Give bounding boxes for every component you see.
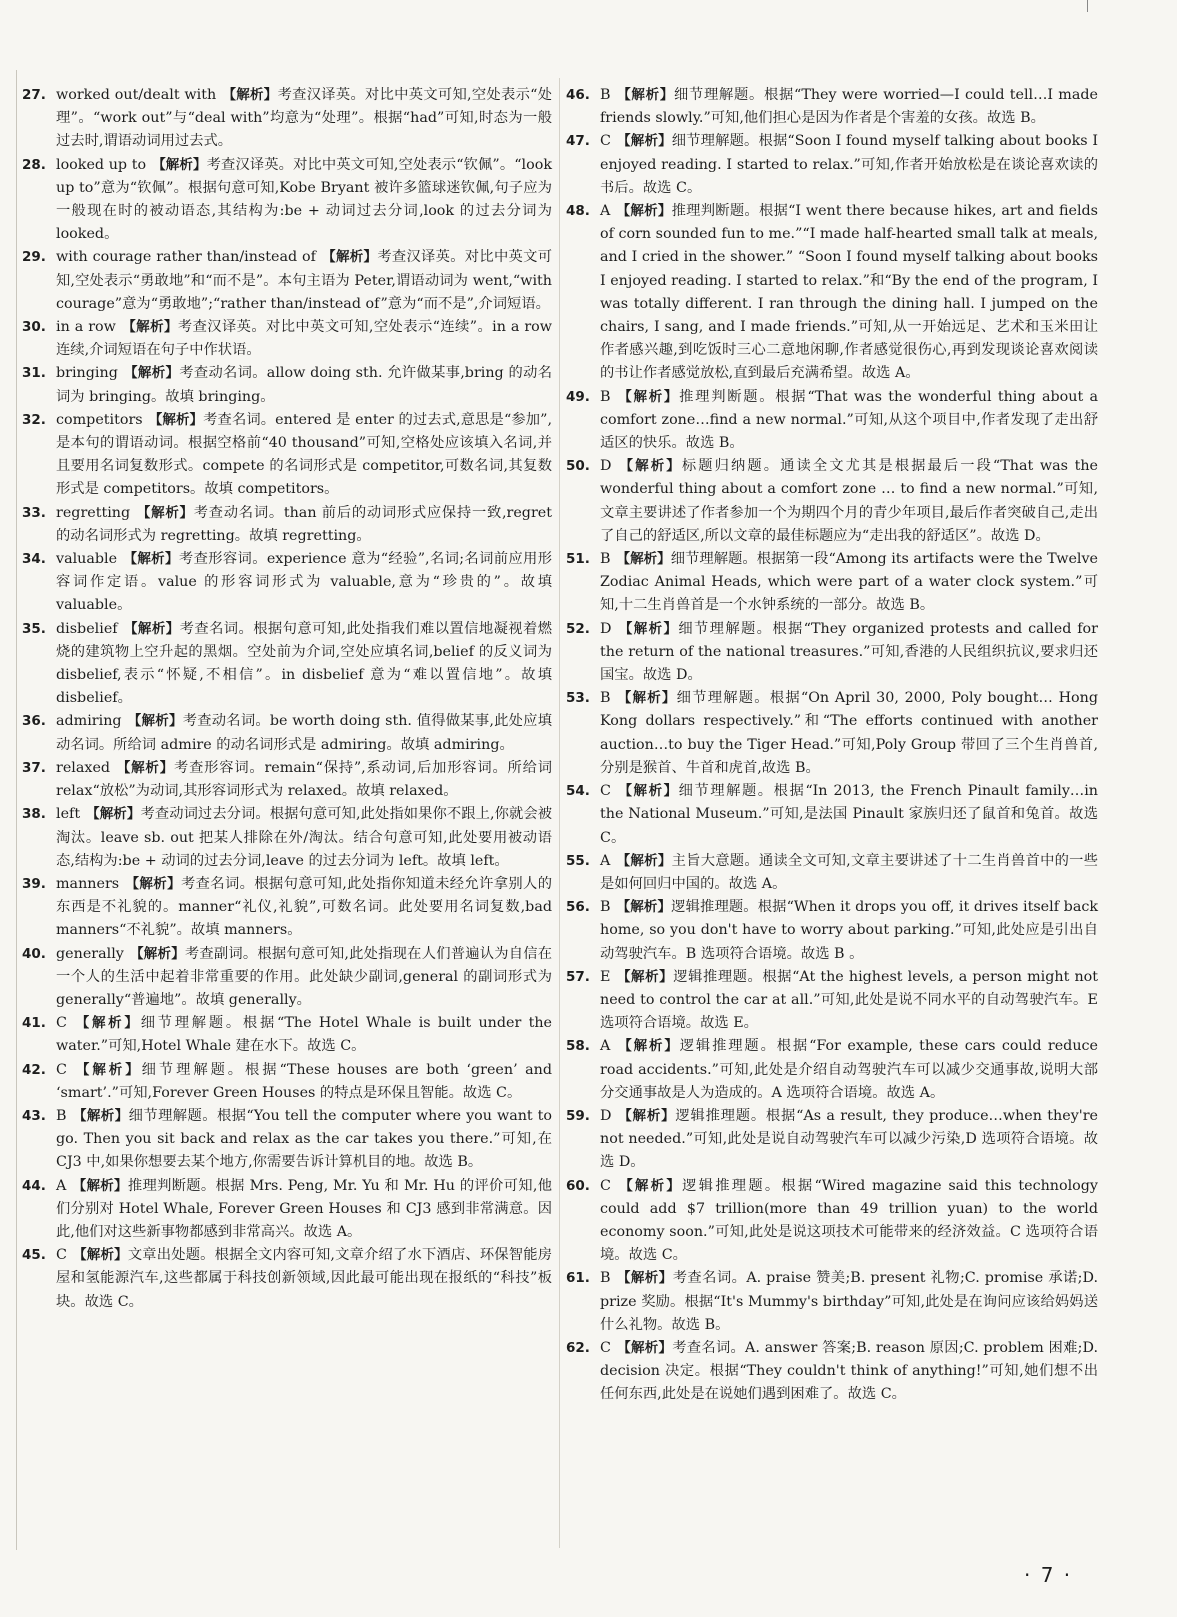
answer-text: C [600, 133, 611, 150]
question-number: 40. [22, 945, 46, 962]
analysis-label: 【解析】 [616, 690, 677, 707]
explanation-text: 逻辑推理题。根据“Wired magazine said this technology could add $7 trillion(more than 49 trillion yuan) to the world economy soon.”可知,此处是说这项技术可能带来的经济效益。C 选项符合语境。故选 C。 [600, 1177, 1099, 1264]
answer-item [22, 1105, 552, 1175]
question-number: 38. [22, 806, 46, 823]
answer-text: C [56, 1061, 67, 1078]
answer-text: A [600, 852, 611, 869]
analysis-label: 【解析】 [148, 411, 204, 428]
explanation-text: 主旨大意题。通读全文可知,文章主要讲述了十二生肖兽首中的一些是如何回归中国的。故选 A。 [600, 852, 1099, 892]
answer-item [22, 548, 552, 618]
question-number: 46. [566, 87, 590, 103]
explanation-text: 推理判断题。根据“I went there because hikes, art and fields of corn sounded fun to me.”“I made half-hearted small talk at meals, and I cried in the shower.” “Soon I found myself talking about books I enjoyed reading. I started to relax.”和“By the end of the program, I was totally different. I ran through the dining hall. I jumped on the chairs, I sang, and I made friends.”可知,从一开始远足、艺术和玉米田让作者感兴趣,到吃饭时三心二意地闲聊,作者感觉很伤心,再到发现谈论喜欢阅读的书让作者感觉放松,直到最后充满希望。故选 A。 [600, 203, 1098, 382]
answer-item [22, 757, 552, 803]
analysis-label: 【解析】 [127, 713, 183, 730]
analysis-label: 【解析】 [123, 551, 179, 568]
question-number: 36. [22, 713, 46, 730]
analysis-label: 【解析】 [617, 620, 679, 637]
question-number: 57. [566, 968, 590, 985]
answer-item [22, 1012, 552, 1058]
answer-item [566, 1175, 1098, 1268]
answer-text: disbelief [56, 620, 118, 637]
analysis-label: 【解析】 [617, 1107, 676, 1124]
explanation-text: 考查副词。根据句意可知,此处指现在人们普遍认为自信在一个人的生活中起着非常重要的作用。此处缺少副词,general 的副词形式为 generally“普遍地”。故填 generally。 [56, 945, 553, 1008]
question-number: 53. [566, 690, 590, 707]
analysis-label: 【解析】 [72, 1177, 128, 1194]
question-number: 62. [566, 1339, 590, 1356]
analysis-label: 【解析】 [617, 458, 682, 475]
analysis-label: 【解析】 [123, 620, 180, 637]
question-number: 50. [566, 458, 590, 475]
answer-item [22, 84, 552, 154]
analysis-label: 【解析】 [616, 899, 672, 916]
analysis-label: 【解析】 [616, 551, 671, 568]
question-number: 29. [22, 249, 46, 266]
analysis-label: 【解析】 [136, 504, 194, 521]
explanation-text: 细节理解题。根据“These houses are both ‘green’ and ‘smart’.”可知,Forever Green Houses 的特点是环保且智能。故选 C。 [56, 1061, 553, 1101]
question-number: 37. [22, 759, 46, 776]
answer-item [22, 803, 552, 873]
answer-item [566, 130, 1098, 200]
answer-text: worked out/dealt with [56, 87, 217, 103]
column-divider [559, 78, 560, 1548]
answer-text: C [56, 1247, 67, 1264]
answer-text: bringing [56, 365, 118, 382]
explanation-text: 细节理解题。根据“The Hotel Whale is built under the water.”可知,Hotel Whale 建在水下。故选 C。 [56, 1015, 553, 1055]
analysis-label: 【解析】 [129, 945, 185, 962]
question-number: 54. [566, 783, 590, 800]
analysis-label: 【解析】 [121, 319, 178, 336]
answer-text: B [600, 551, 611, 568]
explanation-text: 考查汉译英。对比中英文可知,空处表示“钦佩”。“look up to”意为“钦佩”。根据句意可知,Kobe Bryant 被许多篮球迷钦佩,句子应为一般现在时的被动语态,其结构为:be + 动词过去分词,look 的过去分词为 looked。 [56, 156, 553, 243]
explanation-text: 考查动名词。be worth doing sth. 值得做某事,此处应填动名词。所给词 admire 的动名词形式是 admiring。故填 admiring。 [56, 713, 552, 753]
analysis-label: 【解析】 [86, 806, 141, 823]
explanation-text: 逻辑推理题。根据“As a result, they produce…when they're not needed.”可知,此处是说自动驾驶汽车可以减少污染,D 选项符合语境。故选 D。 [600, 1107, 1099, 1171]
explanation-text: 细节理解题。根据第一段“Among its artifacts were the Twelve Zodiac Animal Heads, which were part of a water clock system.”可知,十二生肖兽首是一个水钟系统的一部分。故选 B。 [600, 551, 1099, 614]
explanation-text: 逻辑推理题。根据“At the highest levels, a person might not need to control the car at all.”可知,此处是说不同水平的自动驾驶汽车。E 选项符合语境。故选 E。 [600, 968, 1099, 1032]
answer-text: valuable [56, 551, 118, 568]
analysis-label: 【解析】 [616, 133, 672, 150]
left-column [22, 84, 552, 1314]
explanation-text: 考查汉译英。对比中英文可知,空处表示“连续”。in a row 连续,介词短语在句子中作状语。 [56, 319, 553, 359]
explanation-text: 考查动名词。than 前后的动词形式应保持一致,regret 的动名词形式为 regretting。故填 regretting。 [56, 504, 553, 544]
question-number: 44. [22, 1177, 46, 1194]
analysis-label: 【解析】 [616, 852, 672, 869]
answer-item [566, 687, 1098, 780]
question-number: 51. [566, 551, 590, 568]
answer-item [566, 780, 1098, 850]
answer-item [566, 84, 1098, 130]
answer-text: looked up to [56, 156, 147, 173]
answer-text: C [56, 1015, 67, 1032]
answer-item [566, 548, 1098, 618]
answer-text: C [600, 1339, 611, 1356]
analysis-label: 【解析】 [222, 87, 278, 103]
answer-item [22, 246, 552, 316]
explanation-text: 细节理解题。根据“Soon I found myself talking about books I enjoyed reading. I started to relax.”可知,作者开始放松是在谈论喜欢读的书后。故选 C。 [600, 133, 1099, 196]
analysis-label: 【解析】 [72, 1015, 141, 1032]
question-number: 59. [566, 1107, 590, 1124]
explanation-text: 细节理解题。根据“They organized protests and called for the return of the national treasures.”可知,香港的人民组织抗议,要求归还国宝。故选 D。 [600, 620, 1099, 684]
answer-item [22, 1059, 552, 1105]
explanation-text: 逻辑推理题。根据“When it drops you off, it drives itself back home, so you don't have to worry about parking.”可知,此处应是引出自动驾驶汽车。B 选项符合语境。故选 B 。 [600, 899, 1099, 962]
question-number: 45. [22, 1247, 46, 1264]
answer-text: generally [56, 945, 124, 962]
analysis-label: 【解析】 [125, 875, 181, 892]
answer-text: with courage rather than/instead of [56, 249, 316, 266]
answer-text: B [56, 1107, 67, 1124]
answer-item [566, 200, 1098, 386]
answer-text: B [600, 388, 611, 405]
answer-text: admiring [56, 713, 122, 730]
question-number: 39. [22, 875, 46, 892]
answer-item [22, 873, 552, 943]
answer-item [566, 850, 1098, 896]
analysis-label: 【解析】 [616, 1339, 673, 1356]
question-number: 55. [566, 852, 590, 869]
analysis-label: 【解析】 [616, 388, 680, 405]
analysis-label: 【解析】 [152, 156, 207, 173]
answer-item [22, 943, 552, 1013]
explanation-text: 考查汉译英。对比中英文可知,空处表示“处理”。“work out”与“deal with”均意为“处理”。根据“had”可知,时态为一般过去时,谓语动词用过去式。 [56, 87, 553, 150]
question-number: 32. [22, 411, 46, 428]
analysis-label: 【解析】 [116, 759, 174, 776]
answer-text: A [56, 1177, 67, 1194]
explanation-text: 考查名词。entered 是 enter 的过去式,意思是“参加”,是本句的谓语动词。根据空格前“40 thousand”可知,空格处应该填入名词,并且要用名词复数形式。compete 的名词形式是 competitor,可数名词,其复数形式是 competitors。故填 competitors。 [56, 411, 553, 498]
question-number: 58. [566, 1038, 590, 1055]
answer-text: C [600, 783, 611, 800]
explanation-text: 文章出处题。根据全文内容可知,文章介绍了水下酒店、环保智能房屋和氢能源汽车,这些都属于科技创新领域,因此最可能出现在报纸的“科技”板块。故选 C。 [56, 1247, 553, 1310]
answer-item [566, 1267, 1098, 1337]
answer-text: E [600, 968, 611, 985]
explanation-text: 考查动名词。allow doing sth. 允许做某事,bring 的动名词为 bringing。故填 bringing。 [56, 365, 552, 405]
question-number: 42. [22, 1061, 46, 1078]
explanation-text: 考查动词过去分词。根据句意可知,此处指如果你不跟上,你就会被淘汰。leave sb. out 把某人排除在外/淘汰。结合句意可知,此处要用被动语态,结构为:be + 动词的过去分词,leave 的过去分词为 left。故填 left。 [56, 806, 552, 869]
answer-text: D [600, 620, 612, 637]
question-number: 56. [566, 899, 590, 916]
analysis-label: 【解析】 [616, 1038, 680, 1055]
answer-item [22, 710, 552, 756]
answer-item [22, 1244, 552, 1314]
answer-text: competitors [56, 411, 143, 428]
explanation-text: 考查形容词。remain“保持”,系动词,后加形容词。所给词 relax“放松”为动词,其形容词形式为 relaxed。故填 relaxed。 [56, 759, 552, 800]
answer-text: relaxed [56, 759, 111, 776]
question-number: 60. [566, 1177, 590, 1194]
answer-item [566, 386, 1098, 456]
answer-text: in a row [56, 319, 116, 336]
explanation-text: 细节理解题。根据“They were worried—I could tell…I made friends slowly.”可知,他们担心是因为作者是个害羞的女孩。故选 B。 [600, 87, 1098, 127]
answer-item [22, 1175, 552, 1245]
answer-text: A [600, 1038, 611, 1055]
answer-item [22, 618, 552, 711]
answer-item [22, 409, 552, 502]
explanation-text: 考查名词。A. answer 答案;B. reason 原因;C. problem 困难;D. decision 决定。根据“They couldn't think of anything!”可知,她们想不出任何东西,此处是在说她们遇到困难了。故选 C。 [600, 1339, 1098, 1403]
explanation-text: 考查名词。根据句意可知,此处指你知道未经允许拿别人的东西是不礼貌的。manner“礼仪,礼貌”,可数名词。此处要用名词复数,bad manners“不礼貌”。故填 manners。 [56, 875, 553, 939]
analysis-label: 【解析】 [72, 1061, 142, 1078]
answer-text: A [600, 203, 611, 220]
answer-item [22, 154, 552, 247]
analysis-label: 【解析】 [72, 1107, 129, 1124]
analysis-label: 【解析】 [616, 203, 672, 220]
question-number: 47. [566, 133, 590, 150]
analysis-label: 【解析】 [616, 1270, 673, 1287]
answer-item [566, 618, 1098, 688]
answer-text: B [600, 87, 611, 103]
question-number: 43. [22, 1107, 46, 1124]
question-number: 33. [22, 504, 46, 521]
question-number: 48. [566, 203, 590, 220]
explanation-text: 考查名词。A. praise 赞美;B. present 礼物;C. promise 承诺;D. prize 奖励。根据“It's Mummy's birthday”可知,此处是在询问应该给妈妈送什么礼物。故选 B。 [600, 1270, 1099, 1333]
answer-text: manners [56, 875, 120, 892]
question-number: 35. [22, 620, 46, 637]
question-number: 28. [22, 156, 46, 173]
answer-item [566, 1105, 1098, 1175]
explanation-text: 考查形容词。experience 意为“经验”,名词;名词前应用形容词作定语。value 的形容词形式为 valuable,意为“珍贵的”。故填 valuable。 [56, 551, 553, 614]
answer-text: D [600, 458, 612, 475]
analysis-label: 【解析】 [616, 968, 674, 985]
explanation-text: 推理判断题。根据“That was the wonderful thing about a comfort zone…find a new normal.”可知,从这个项目中,作者发现了走出舒适区的快乐。故选 B。 [600, 388, 1099, 452]
explanation-text: 细节理解题。根据“In 2013, the French Pinault family…in the National Museum.”可知,是法国 Pinault 家族归还了鼠首和兔首。故选 C。 [600, 783, 1098, 846]
question-number: 31. [22, 365, 46, 382]
explanation-text: 考查汉译英。对比中英文可知,空处表示“勇敢地”和“而不是”。本句主语为 Peter,谓语动词为 went,“with courage”意为“勇敢地”;“rather than/instead of”意为“而不是”,介词短语。 [56, 249, 553, 312]
explanation-text: 细节理解题。根据“On April 30, 2000, Poly bought… Hong Kong dollars respectively.”和“The efforts continued with another auction…to buy the Tiger Head.”可知,Poly Group 带回了三个生肖兽首,分别是猴首、牛首和虎首,故选 B。 [600, 690, 1098, 776]
analysis-label: 【解析】 [123, 365, 180, 382]
analysis-label: 【解析】 [72, 1247, 128, 1264]
answer-text: left [56, 806, 81, 823]
answer-text: B [600, 899, 611, 916]
answer-item [566, 1337, 1098, 1407]
left-margin-strip [0, 70, 17, 1550]
answer-text: C [600, 1177, 611, 1194]
question-number: 34. [22, 551, 46, 568]
explanation-text: 细节理解题。根据“You tell the computer where you want to go. Then you sit back and relax as the car takes you there.”可知,在 CJ3 中,如果你想要去某个地方,你需要告诉计算机目的地。故选 B。 [56, 1107, 552, 1171]
analysis-label: 【解析】 [616, 783, 679, 800]
explanation-text: 考查名词。根据句意可知,此处指我们难以置信地凝视着燃烧的建筑物上空升起的黑烟。空处前为介词,空处应填名词,belief 的反义词为 disbelief,表示“怀疑,不相信”。in disbelief 意为“难以置信地”。故填 disbelief。 [56, 620, 552, 707]
answer-item [22, 362, 552, 408]
answer-text: B [600, 1270, 611, 1287]
answer-item [566, 966, 1098, 1036]
right-column [566, 84, 1098, 1407]
explanation-text: 推理判断题。根据 Mrs. Peng, Mr. Yu 和 Mr. Hu 的评价可知,他们分别对 Hotel Whale, Forever Green Houses 和 CJ3 感到非常满意。因此,他们对这些新事物都感到非常高兴。故选 A。 [56, 1177, 552, 1240]
answer-text: regretting [56, 504, 131, 521]
explanation-text: 逻辑推理题。根据“For example, these cars could reduce road accidents.”可知,此处是介绍自动驾驶汽车可以减少交通事故,说明大部分交通事故是人为造成的。A 选项符合语境。故选 A。 [600, 1038, 1099, 1101]
question-number: 49. [566, 388, 590, 405]
analysis-label: 【解析】 [321, 249, 378, 266]
analysis-label: 【解析】 [616, 1177, 683, 1194]
analysis-label: 【解析】 [616, 87, 675, 103]
question-number: 27. [22, 87, 46, 103]
answer-item [566, 1035, 1098, 1105]
answer-text: D [600, 1107, 612, 1124]
answer-item [22, 502, 552, 548]
answer-item [566, 896, 1098, 966]
question-number: 61. [566, 1270, 590, 1287]
question-number: 52. [566, 620, 590, 637]
answer-item [566, 455, 1098, 548]
top-crop-mark [1087, 0, 1088, 12]
explanation-text: 标题归纳题。通读全文尤其是根据最后一段“That was the wonderful thing about a comfort zone … to find a new normal.”可知,文章主要讲述了作者参加一个为期四个月的青少年项目,最后作者突破自己,走出了自己的舒适区,所以文章的最佳标题应为“走出我的舒适区”。故选 D。 [600, 458, 1099, 544]
page-number: · 7 · [1024, 1563, 1073, 1587]
answer-text: B [600, 690, 611, 707]
question-number: 30. [22, 319, 46, 336]
question-number: 41. [22, 1015, 46, 1032]
answer-item [22, 316, 552, 362]
